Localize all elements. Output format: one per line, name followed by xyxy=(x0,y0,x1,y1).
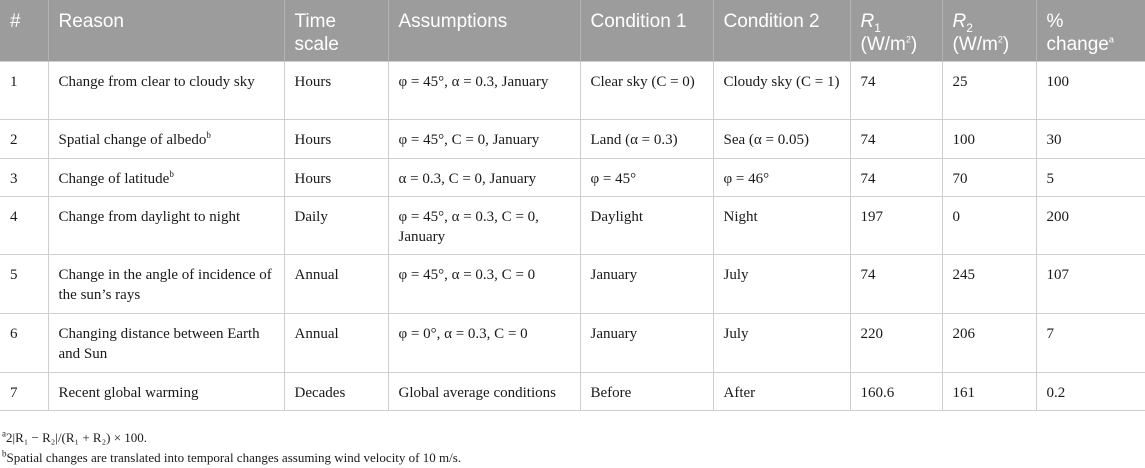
cell-assumptions: φ = 45°, α = 0.3, C = 0, January xyxy=(388,196,580,254)
table-row xyxy=(0,119,1145,158)
cell-r2: 245 xyxy=(942,254,1036,313)
cell-reason-note: b xyxy=(206,129,211,140)
cell-num: 6 xyxy=(0,313,48,372)
footnote-a-text: 2|R₁ − R₂|/(R₁ + R₂) × 100. xyxy=(6,430,148,445)
cell-num: 5 xyxy=(0,254,48,313)
cell-num: 3 xyxy=(0,158,48,196)
cell-r1: 74 xyxy=(850,254,942,313)
header-reason: Reason xyxy=(48,0,284,61)
cell-time-scale: Hours xyxy=(284,119,388,158)
cell-pct-change: 100 xyxy=(1036,61,1145,119)
cell-condition-2: July xyxy=(713,254,850,313)
cell-r2: 0 xyxy=(942,196,1036,254)
header-pct: % xyxy=(1046,11,1064,32)
cell-reason: Change in the angle of incidence of the sun’s rays xyxy=(48,254,284,313)
header-num: # xyxy=(0,0,48,61)
table-row xyxy=(0,254,1145,313)
header-r1 xyxy=(850,0,942,61)
header-r1-symbol: R xyxy=(860,11,875,32)
header-r1-close: ) xyxy=(910,34,918,55)
cell-reason-note: b xyxy=(169,168,174,179)
cell-pct-change: 107 xyxy=(1036,254,1145,313)
header-r2-symbol: R xyxy=(952,11,967,32)
cell-assumptions: Global average conditions xyxy=(388,372,580,410)
table-row xyxy=(0,372,1145,410)
cell-pct-change: 5 xyxy=(1036,158,1145,196)
cell-time-scale: Decades xyxy=(284,372,388,410)
cell-r1: 74 xyxy=(850,119,942,158)
header-pct-change xyxy=(1036,0,1145,61)
cell-reason xyxy=(48,119,284,158)
cell-time-scale: Hours xyxy=(284,61,388,119)
cell-time-scale: Daily xyxy=(284,196,388,254)
header-r1-unit: (W/m xyxy=(860,34,906,55)
cell-num: 1 xyxy=(0,61,48,119)
cell-r1: 160.6 xyxy=(850,372,942,410)
cell-assumptions: φ = 45°, C = 0, January xyxy=(388,119,580,158)
cell-r1: 74 xyxy=(850,158,942,196)
header-condition-2: Condition 2 xyxy=(713,0,850,61)
header-r2-unit: (W/m xyxy=(952,34,998,55)
cell-condition-2: φ = 46° xyxy=(713,158,850,196)
cell-r2: 206 xyxy=(942,313,1036,372)
cell-pct-change: 30 xyxy=(1036,119,1145,158)
cell-pct-change: 200 xyxy=(1036,196,1145,254)
cell-reason-text: Change of latitude xyxy=(58,170,170,187)
header-time-scale: Time scale xyxy=(284,0,388,61)
cell-reason: Changing distance between Earth and Sun xyxy=(48,313,284,372)
header-r2-sub: 2 xyxy=(966,20,973,35)
table-row xyxy=(0,313,1145,372)
cell-pct-change: 7 xyxy=(1036,313,1145,372)
header-r2-close: ) xyxy=(1002,34,1010,55)
cell-r2: 70 xyxy=(942,158,1036,196)
cell-reason: Change from clear to cloudy sky xyxy=(48,61,284,119)
table-row xyxy=(0,196,1145,254)
table-row xyxy=(0,61,1145,119)
cell-condition-1: Clear sky (C = 0) xyxy=(580,61,713,119)
cell-condition-1: January xyxy=(580,254,713,313)
cell-assumptions: φ = 45°, α = 0.3, C = 0 xyxy=(388,254,580,313)
header-r2 xyxy=(942,0,1036,61)
cell-r2: 100 xyxy=(942,119,1036,158)
footnote-b xyxy=(2,450,461,466)
cell-assumptions: α = 0.3, C = 0, January xyxy=(388,158,580,196)
cell-r2: 25 xyxy=(942,61,1036,119)
table-row xyxy=(0,158,1145,196)
cell-assumptions: φ = 45°, α = 0.3, January xyxy=(388,61,580,119)
cell-reason-text: Spatial change of albedo xyxy=(58,131,207,148)
cell-reason: Change from daylight to night xyxy=(48,196,284,254)
cell-r1: 220 xyxy=(850,313,942,372)
footnote-a xyxy=(2,430,147,446)
cell-condition-1: Daylight xyxy=(580,196,713,254)
footnote-b-mark: b xyxy=(2,448,7,459)
cell-num: 7 xyxy=(0,372,48,410)
footnote-b-text: Spatial changes are translated into temporal changes assuming wind velocity of 10 m/s. xyxy=(6,450,462,465)
cell-condition-1: Land (α = 0.3) xyxy=(580,119,713,158)
footnote-a-mark: a xyxy=(2,428,6,439)
cell-reason xyxy=(48,158,284,196)
header-r1-exp: 2 xyxy=(905,34,911,45)
cell-condition-1: φ = 45° xyxy=(580,158,713,196)
cell-pct-change: 0.2 xyxy=(1036,372,1145,410)
cell-condition-2: Cloudy sky (C = 1) xyxy=(713,61,850,119)
cell-time-scale: Annual xyxy=(284,313,388,372)
cell-num: 4 xyxy=(0,196,48,254)
header-condition-1: Condition 1 xyxy=(580,0,713,61)
header-assumptions: Assumptions xyxy=(388,0,580,61)
cell-r2: 161 xyxy=(942,372,1036,410)
header-change: change xyxy=(1046,34,1109,55)
cell-assumptions: φ = 0°, α = 0.3, C = 0 xyxy=(388,313,580,372)
cell-condition-2: After xyxy=(713,372,850,410)
cell-condition-2: Night xyxy=(713,196,850,254)
cell-r1: 74 xyxy=(850,61,942,119)
cell-time-scale: Hours xyxy=(284,158,388,196)
cell-time-scale: Annual xyxy=(284,254,388,313)
header-r2-exp: 2 xyxy=(997,34,1003,45)
cell-reason: Recent global warming xyxy=(48,372,284,410)
cell-condition-1: Before xyxy=(580,372,713,410)
cell-condition-1: January xyxy=(580,313,713,372)
cell-num: 2 xyxy=(0,119,48,158)
header-r1-sub: 1 xyxy=(874,20,881,35)
cell-r1: 197 xyxy=(850,196,942,254)
table-header-row xyxy=(0,0,1145,61)
cell-condition-2: July xyxy=(713,313,850,372)
header-change-note: a xyxy=(1108,34,1114,45)
cell-condition-2: Sea (α = 0.05) xyxy=(713,119,850,158)
